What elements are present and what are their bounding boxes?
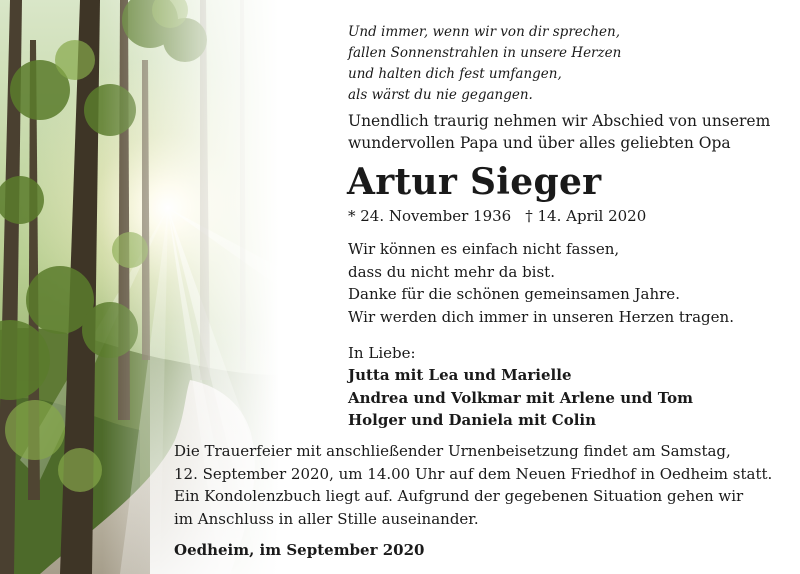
poem-line: fallen Sonnenstrahlen in unsere Herzen: [348, 45, 622, 61]
notice-line: Die Trauerfeier mit anschließender Urnenbeisetzung findet am Samstag,: [174, 442, 731, 460]
intro-line: wundervollen Papa und über alles geliebten Opa: [348, 134, 731, 152]
death-date: † 14. April 2020: [525, 207, 647, 225]
notice-line: im Anschluss in aller Stille auseinander.: [174, 509, 479, 528]
poem-line: Und immer, wenn wir von dir sprechen,: [348, 24, 620, 40]
birth-date: * 24. November 1936: [348, 207, 512, 225]
deceased-name: Artur Sieger: [347, 161, 602, 203]
life-dates: [348, 205, 646, 227]
farewell-intro: [348, 110, 770, 154]
intro-line: Unendlich traurig nehmen wir Abschied von unserem: [348, 112, 771, 130]
notice-line: 12. September 2020, um 14.00 Uhr auf dem Neuen Friedhof in Oedheim statt.: [174, 464, 773, 483]
place-and-date: Oedheim, im September 2020: [174, 541, 425, 559]
family-line: Andrea und Volkmar mit Arlene und Tom: [348, 388, 694, 407]
verse-line: dass du nicht mehr da bist.: [348, 262, 555, 281]
in-love-label: In Liebe:: [348, 344, 416, 362]
poem-line: und halten dich fest umfangen,: [348, 66, 562, 82]
memorial-poem: [348, 22, 621, 106]
notice-line: Ein Kondolenzbuch liegt auf. Aufgrund der gegebenen Situation gehen wir: [174, 487, 744, 505]
verse-line: Wir werden dich immer in unseren Herzen tragen.: [348, 307, 734, 326]
family-mourners: [348, 364, 693, 432]
family-line: Jutta mit Lea und Marielle: [348, 366, 572, 384]
poem-line: als wärst du nie gegangen.: [348, 87, 533, 103]
verse-line: Danke für die schönen gemeinsamen Jahre.: [348, 285, 680, 303]
funeral-notice: [174, 440, 772, 530]
family-line: Holger und Daniela mit Colin: [348, 411, 597, 429]
memorial-verse: [348, 238, 734, 328]
verse-line: Wir können es einfach nicht fassen,: [348, 240, 620, 258]
